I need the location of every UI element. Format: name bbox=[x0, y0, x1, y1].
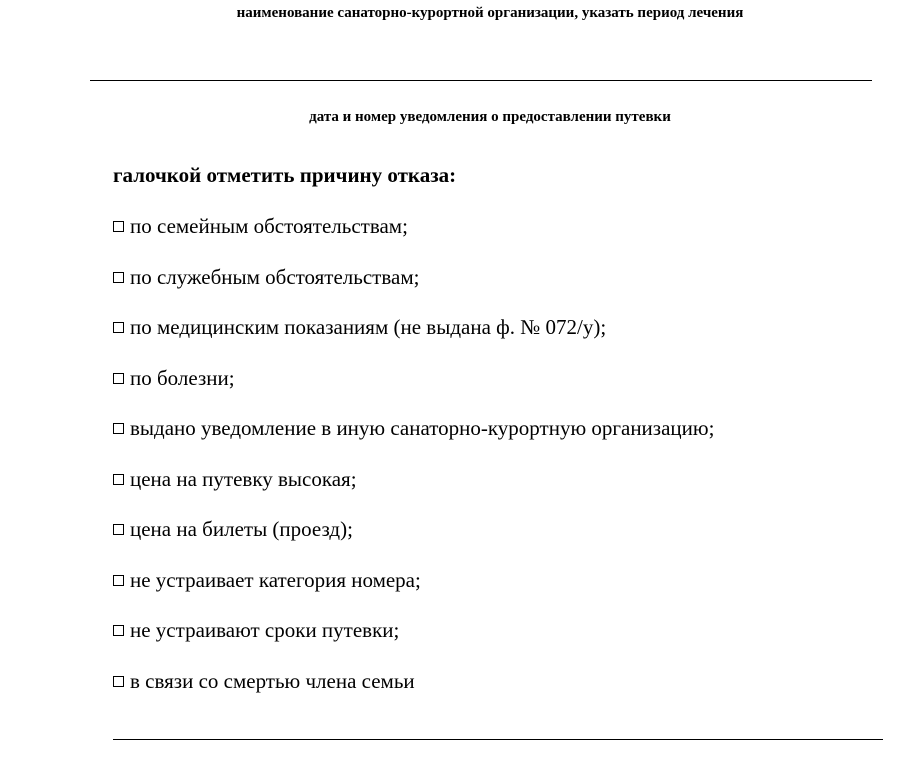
organization-caption: наименование санаторно-курортной организации, указать период лечения bbox=[236, 5, 744, 21]
reason-label: цена на путевку высокая; bbox=[130, 466, 357, 491]
notification-entry-line bbox=[90, 80, 872, 81]
reason-item-illness bbox=[113, 365, 714, 416]
reason-item-dates bbox=[113, 617, 714, 668]
checkbox-icon[interactable] bbox=[113, 524, 124, 535]
checkbox-icon[interactable] bbox=[113, 423, 124, 434]
checkbox-icon[interactable] bbox=[113, 575, 124, 586]
reason-label: по медицинским показаниям (не выдана ф. № 072/у); bbox=[130, 315, 607, 339]
checkbox-icon[interactable] bbox=[113, 272, 124, 283]
reason-label: цена на билеты (проезд); bbox=[130, 517, 353, 541]
checkbox-icon[interactable] bbox=[113, 474, 124, 485]
reason-item-family bbox=[113, 213, 714, 264]
reason-label: по семейным обстоятельствам; bbox=[130, 214, 408, 238]
reason-item-other-organization bbox=[113, 415, 714, 466]
reason-item-room-category bbox=[113, 567, 714, 618]
reason-label: по болезни; bbox=[130, 365, 235, 390]
reason-item-bereavement bbox=[113, 668, 714, 719]
refusal-reason-list bbox=[113, 213, 714, 718]
checkbox-icon[interactable] bbox=[113, 373, 124, 384]
checkbox-icon[interactable] bbox=[113, 625, 124, 636]
reason-label: не устраивает категория номера; bbox=[130, 567, 421, 592]
reason-item-medical bbox=[113, 314, 714, 365]
reason-label: по служебным обстоятельствам; bbox=[130, 264, 420, 289]
reason-label: не устраивают сроки путевки; bbox=[130, 618, 400, 642]
checkbox-icon[interactable] bbox=[113, 322, 124, 333]
checkbox-icon[interactable] bbox=[113, 676, 124, 687]
reason-item-voucher-price bbox=[113, 466, 714, 517]
refusal-reason-heading: галочкой отметить причину отказа: bbox=[113, 163, 457, 187]
reason-label: выдано уведомление в иную санаторно-курортную организацию; bbox=[130, 416, 715, 440]
reason-item-ticket-price bbox=[113, 516, 714, 567]
reason-label: в связи со смертью члена семьи bbox=[130, 668, 415, 693]
signature-line bbox=[113, 739, 883, 740]
notification-caption: дата и номер уведомления о предоставлении путевки bbox=[309, 109, 671, 125]
checkbox-icon[interactable] bbox=[113, 221, 124, 232]
reason-item-work bbox=[113, 264, 714, 315]
